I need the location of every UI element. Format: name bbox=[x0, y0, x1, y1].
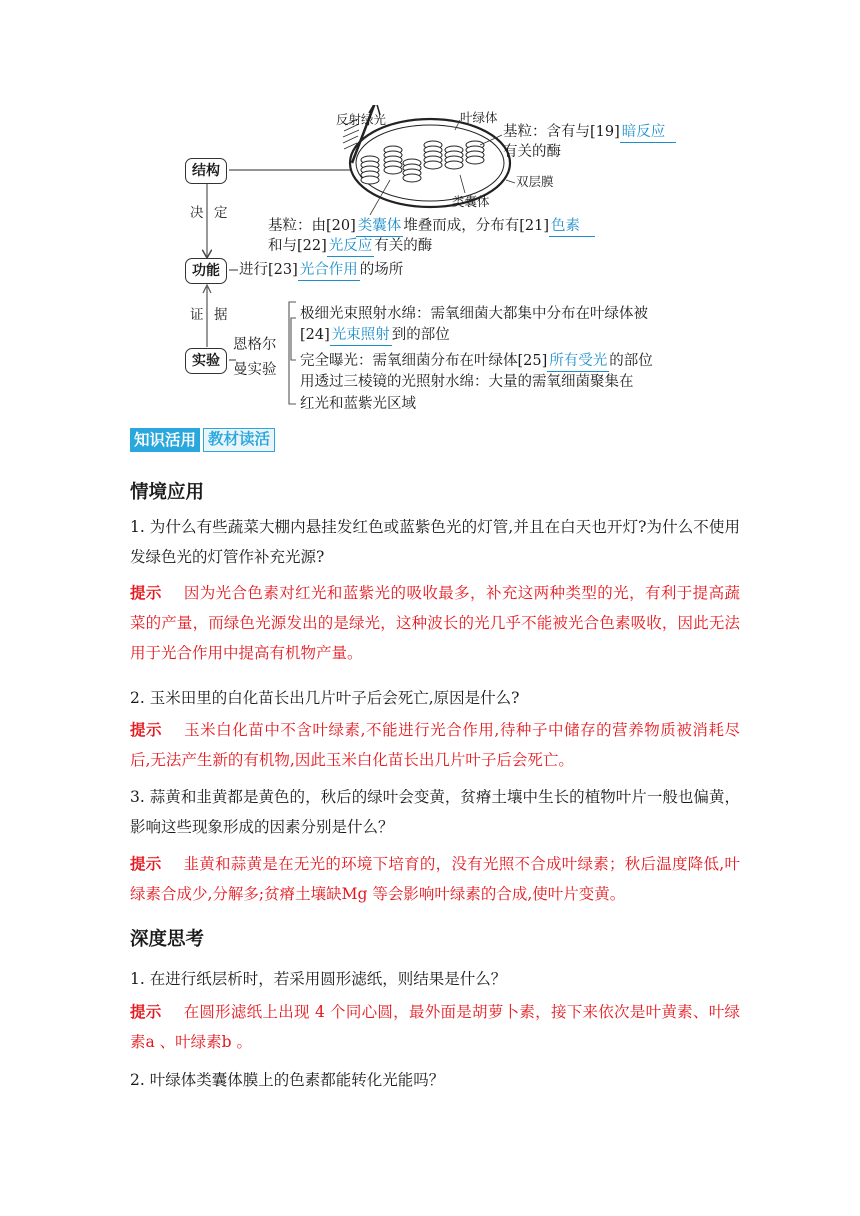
answer-25: 所有受光 bbox=[547, 351, 609, 372]
stroma-line-1: 基粒：含有与[19] 暗反应 bbox=[503, 122, 676, 143]
answer-3: 提示 韭黄和蒜黄是在无光的环境下培育的，没有光照不合成叶绿素；秋后温度降低,叶绿素合成少,分解多;贫瘠土壤缺Mg 等会影响叶绿素的合成,使叶片变黄。 bbox=[130, 855, 740, 903]
experiment-line-1: 极细光束照射水绵：需氧细菌大都集中分布在叶绿体被 bbox=[300, 306, 648, 322]
engelmann-label-1: 恩格尔 bbox=[233, 337, 277, 353]
question-5: 2. 叶绿体类囊体膜上的色素都能转化光能吗？ bbox=[130, 1071, 445, 1089]
engelmann-label-2: 曼实验 bbox=[233, 362, 277, 378]
section-title-deep-thinking: 深度思考 bbox=[130, 929, 205, 950]
answer-19: 暗反应 bbox=[620, 122, 676, 143]
function-box: 功能 bbox=[185, 258, 227, 284]
answer-23: 光合作用 bbox=[298, 260, 360, 281]
banner-knowledge-application: 知识活用 bbox=[130, 428, 200, 452]
grana-line-1: 基粒：由[20] 类囊体 堆叠而成，分布有[21] 色素 bbox=[268, 216, 595, 237]
answer-4: 提示 在圆形滤纸上出现 4 个同心圆，最外面是胡萝卜素，接下来依次是叶黄素、叶绿素a 、叶绿素b 。 bbox=[130, 1003, 740, 1051]
experiment-box: 实验 bbox=[185, 348, 227, 374]
stroma-line-2: 有关的酶 bbox=[503, 144, 561, 160]
evidence-label-2: 据 bbox=[214, 307, 228, 323]
answer-2: 提示 玉米白化苗中不含叶绿素,不能进行光合作用,待种子中储存的营养物质被消耗尽后,无法产生新的有机物,因此玉米白化苗长出几片叶子后会死亡。 bbox=[130, 721, 740, 769]
question-2: 2. 玉米田里的白化苗长出几片叶子后会死亡,原因是什么? bbox=[130, 689, 520, 707]
answer-22: 光反应 bbox=[327, 236, 375, 257]
tip-label: 提示 bbox=[130, 855, 162, 873]
question-4: 1. 在进行纸层析时，若采用圆形滤纸，则结果是什么？ bbox=[130, 970, 507, 988]
grana-line-2: 和与[22] 光反应 有关的酶 bbox=[268, 236, 432, 257]
answer-21: 色素 bbox=[549, 216, 595, 237]
thylakoid-label: 类囊体 bbox=[452, 194, 490, 209]
banner-textbook-reading: 教材读活 bbox=[203, 428, 275, 452]
chloroplast-label: 叶绿体 bbox=[460, 110, 498, 125]
evidence-label-1: 证 bbox=[190, 307, 204, 323]
function-line: 进行[23] 光合作用 的场所 bbox=[239, 260, 403, 281]
section-title-scenario: 情境应用 bbox=[130, 482, 205, 503]
double-membrane-label: 双层膜 bbox=[516, 174, 554, 189]
answer-1: 提示 因为光合色素对红光和蓝紫光的吸收最多，补充这两种类型的光，有利于提高蔬菜的产量，而绿色光源发出的是绿光，这种波长的光几乎不能被光合色素吸收，因此无法用于光合作用中提高有机物产量。 bbox=[130, 584, 740, 662]
reflected-green-label: 反射绿光 bbox=[336, 112, 387, 127]
decide-label-2: 定 bbox=[214, 205, 228, 221]
experiment-line-2: [24] 光束照射 到的部位 bbox=[300, 325, 450, 346]
tip-label: 提示 bbox=[130, 1003, 162, 1021]
tip-label: 提示 bbox=[130, 721, 163, 739]
experiment-line-3: 完全曝光：需氧细菌分布在叶绿体[25] 所有受光 的部位 bbox=[300, 351, 653, 372]
question-1: 1. 为什么有些蔬菜大棚内悬挂发红色或蓝紫色光的灯管,并且在白天也开灯?为什么不使用发绿色光的灯管作补充光源? bbox=[130, 518, 740, 566]
question-3: 3. 蒜黄和韭黄都是黄色的，秋后的绿叶会变黄，贫瘠土壤中生长的植物叶片一般也偏黄，影响这些现象形成的因素分别是什么？ bbox=[130, 788, 740, 836]
section-banner bbox=[130, 428, 275, 452]
experiment-line-4: 用透过三棱镜的光照射水绵：大量的需氧细菌聚集在 bbox=[300, 374, 634, 390]
answer-24: 光束照射 bbox=[330, 325, 392, 346]
experiment-line-5: 红光和蓝紫光区域 bbox=[300, 396, 416, 412]
decide-label-1: 决 bbox=[190, 205, 204, 221]
answer-20: 类囊体 bbox=[356, 216, 404, 237]
structure-box: 结构 bbox=[185, 158, 227, 184]
tip-label: 提示 bbox=[130, 584, 162, 602]
